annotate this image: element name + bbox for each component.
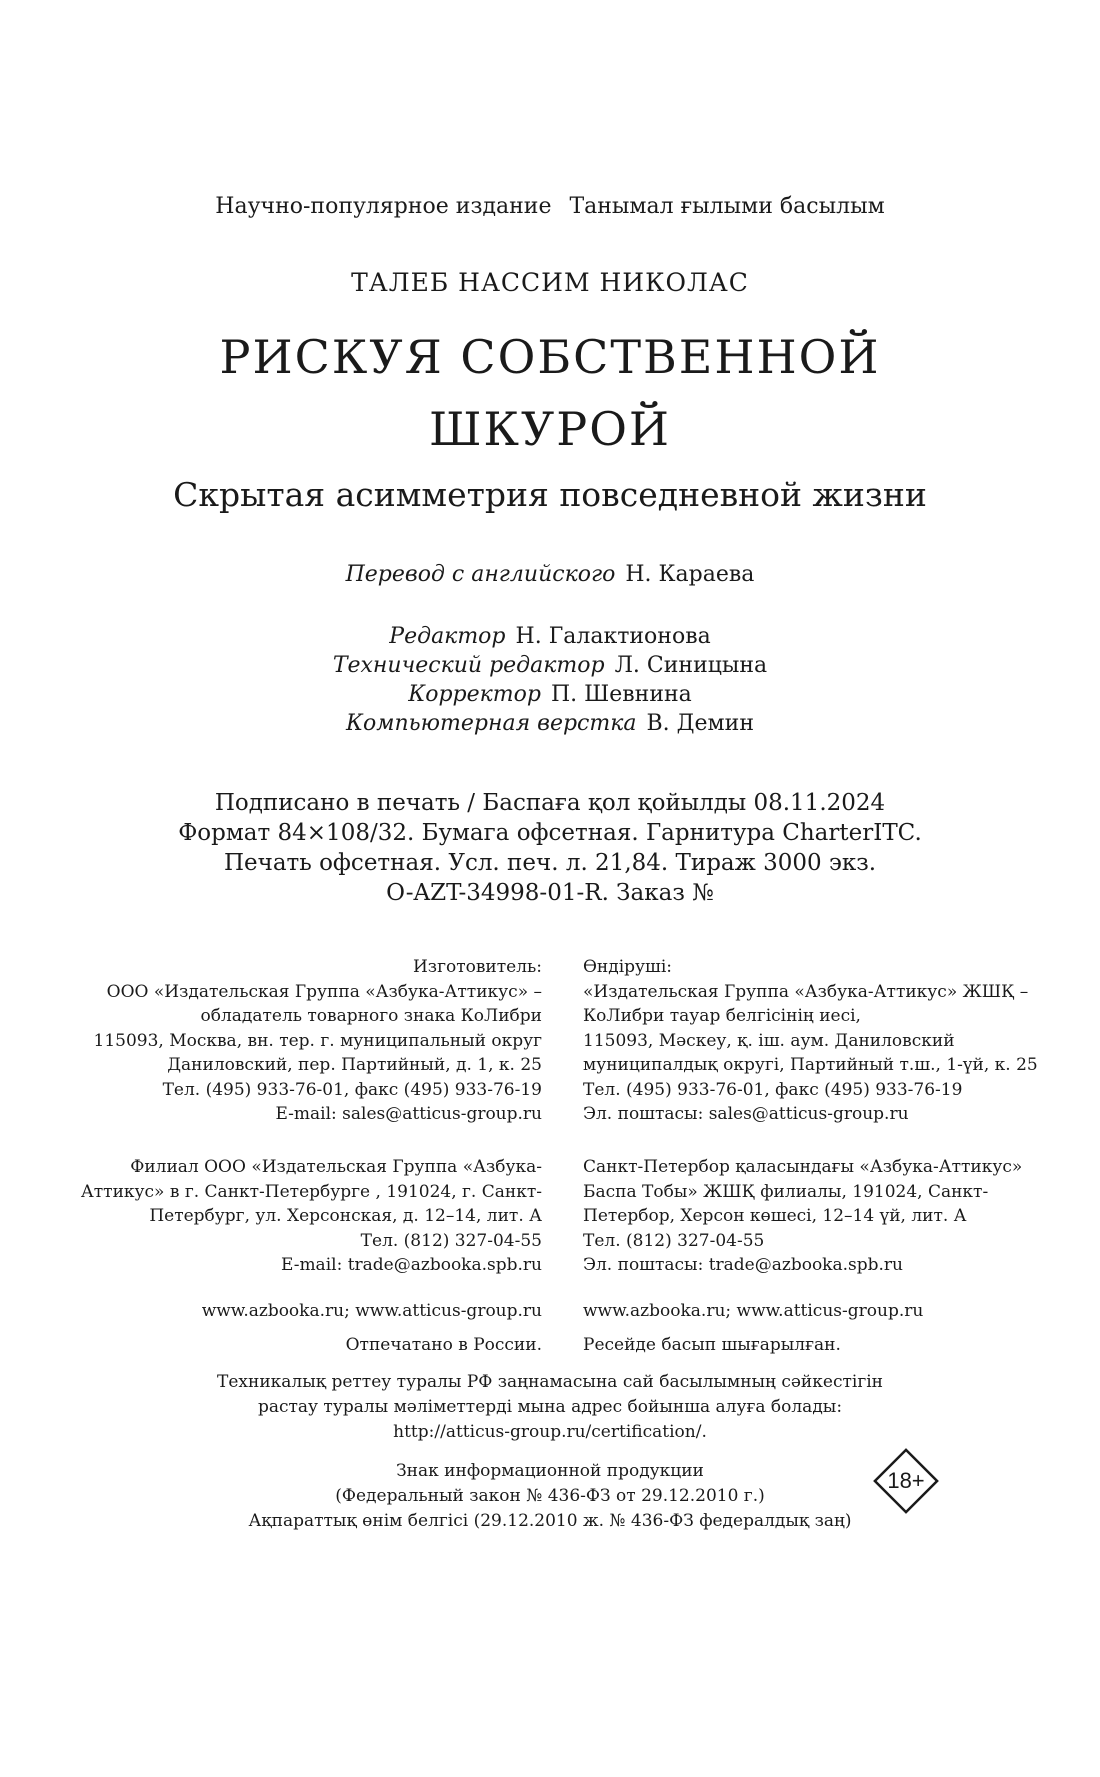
- book-subtitle: Скрытая асимметрия повседневной жизни: [173, 475, 927, 514]
- manufacturer-kz-line: Эл. поштасы: sales@atticus-group.ru: [583, 1104, 909, 1124]
- staff-name: П. Шевнина: [551, 682, 692, 707]
- branch-ru-line: Петербург, ул. Херсонская, д. 12–14, лит. А: [149, 1206, 542, 1226]
- websites-kz: www.azbooka.ru; www.atticus-group.ru: [583, 1301, 924, 1321]
- branch-kz: [583, 1155, 1022, 1278]
- branch-ru-line: Аттикус» в г. Санкт-Петербурге , 191024, г. Санкт-: [80, 1181, 542, 1202]
- edition-type: [0, 194, 1100, 219]
- info-sign-line: (Федеральный закон № 436-ФЗ от 29.12.2010 г.): [335, 1486, 765, 1506]
- info-sign-line: Ақпараттық өнім белгісі (29.12.2010 ж. № 436-ФЗ федералдық заң): [248, 1511, 852, 1531]
- certification-line: Техникалық реттеу туралы РФ заңнамасына сай басылымның сәйкестігін: [217, 1372, 883, 1392]
- branch-ru-line: E-mail: trade@azbooka.spb.ru: [280, 1255, 542, 1275]
- staff-name: В. Демин: [646, 711, 754, 736]
- certification-line: http://atticus-group.ru/certification/.: [393, 1422, 707, 1442]
- print-info-line: Печать офсетная. Усл. печ. л. 21,84. Тираж 3000 экз.: [223, 850, 877, 876]
- manufacturer-kz-line: Тел. (495) 933-76-01, факс (495) 933-76-19: [583, 1079, 963, 1100]
- manufacturer-ru-line: Тел. (495) 933-76-01, факс (495) 933-76-19: [162, 1079, 542, 1100]
- manufacturer-kz: [583, 955, 1038, 1127]
- manufacturer-kz-line: муниципалдық округі, Партийный т.ш., 1-үй, к. 25: [583, 1055, 1038, 1075]
- manufacturer-ru-line: E-mail: sales@atticus-group.ru: [275, 1104, 542, 1124]
- edition-type-kz: Танымал ғылыми басылым: [569, 194, 885, 219]
- print-info: [0, 788, 1100, 908]
- manufacturer-kz-line: КоЛибри тауар белгісінің иесі,: [583, 1006, 861, 1026]
- staff-line: [0, 709, 1100, 738]
- translator-credit: [0, 562, 1100, 587]
- translator-name: Н. Караева: [625, 562, 755, 587]
- branch-ru-line: Филиал ООО «Издательская Группа «Азбука-: [130, 1157, 542, 1177]
- manufacturer-ru-line: Даниловский, пер. Партийный, д. 1, к. 25: [167, 1055, 542, 1075]
- staff-role: Компьютерная верстка: [345, 711, 637, 736]
- info-sign-line: Знак информационной продукции: [396, 1461, 704, 1481]
- staff-credits: [0, 622, 1100, 738]
- staff-line: [0, 680, 1100, 709]
- printed-kz: Ресейде басып шығарылған.: [583, 1335, 841, 1355]
- staff-name: Н. Галактионова: [515, 624, 711, 649]
- print-info-line: Подписано в печать / Баспаға қол қойылды 08.11.2024: [214, 790, 886, 816]
- staff-line: [0, 651, 1100, 680]
- branch-kz-line: Баспа Тобы» ЖШҚ филиалы, 191024, Санкт-: [583, 1181, 989, 1202]
- staff-role: Технический редактор: [332, 653, 605, 678]
- manufacturer-ru: [94, 955, 543, 1127]
- staff-role: Редактор: [389, 624, 506, 649]
- author: ТАЛЕБ НАССИМ НИКОЛАС: [351, 268, 749, 297]
- certification-line: растау туралы мәліметтерді мына адрес бойынша алуға болады:: [257, 1397, 843, 1417]
- branch-kz-line: Тел. (812) 327-04-55: [583, 1230, 765, 1251]
- branch-kz-line: Эл. поштасы: trade@azbooka.spb.ru: [583, 1255, 903, 1275]
- print-info-line: O-AZT-34998-01-R. Заказ №: [386, 880, 714, 906]
- manufacturer-kz-line: 115093, Мәскеу, қ. іш. аум. Даниловский: [583, 1030, 955, 1051]
- websites-ru: www.azbooka.ru; www.atticus-group.ru: [201, 1301, 542, 1321]
- manufacturer-ru-line: обладатель товарного знака КоЛибри: [200, 1006, 542, 1026]
- staff-role: Корректор: [408, 682, 541, 707]
- print-info-line: Формат 84×108/32. Бумага офсетная. Гарнитура CharterITC.: [178, 820, 922, 846]
- certification-note: [0, 1370, 1100, 1445]
- branch-ru-line: Тел. (812) 327-04-55: [360, 1230, 542, 1251]
- edition-type-ru: Научно-популярное издание: [215, 194, 552, 219]
- age-rating-badge: [870, 1445, 942, 1517]
- translator-role: Перевод с английского: [345, 562, 616, 587]
- staff-line: [0, 622, 1100, 651]
- branch-kz-line: Петербор, Херсон көшесі, 12–14 үй, лит. А: [583, 1206, 967, 1226]
- manufacturer-ru-line: ООО «Издательская Группа «Азбука-Аттикус» –: [106, 981, 542, 1002]
- manufacturer-kz-line: «Издательская Группа «Азбука-Аттикус» ЖШҚ –: [583, 981, 1029, 1002]
- branch-ru: [81, 1155, 542, 1278]
- printed-ru: Отпечатано в России.: [345, 1335, 542, 1355]
- book-title-line-2: ШКУРОЙ: [428, 402, 672, 456]
- manufacturer-kz-line: Өндіруші:: [583, 957, 673, 977]
- branch-kz-line: Санкт-Петербор қаласындағы «Азбука-Аттикус»: [583, 1157, 1023, 1177]
- age-rating-text: 18+: [887, 1468, 925, 1493]
- book-title-line-1: РИСКУЯ СОБСТВЕННОЙ: [219, 330, 881, 384]
- staff-name: Л. Синицына: [614, 653, 768, 678]
- manufacturer-ru-line: Изготовитель:: [412, 957, 542, 977]
- manufacturer-ru-line: 115093, Москва, вн. тер. г. муниципальный округ: [93, 1030, 542, 1051]
